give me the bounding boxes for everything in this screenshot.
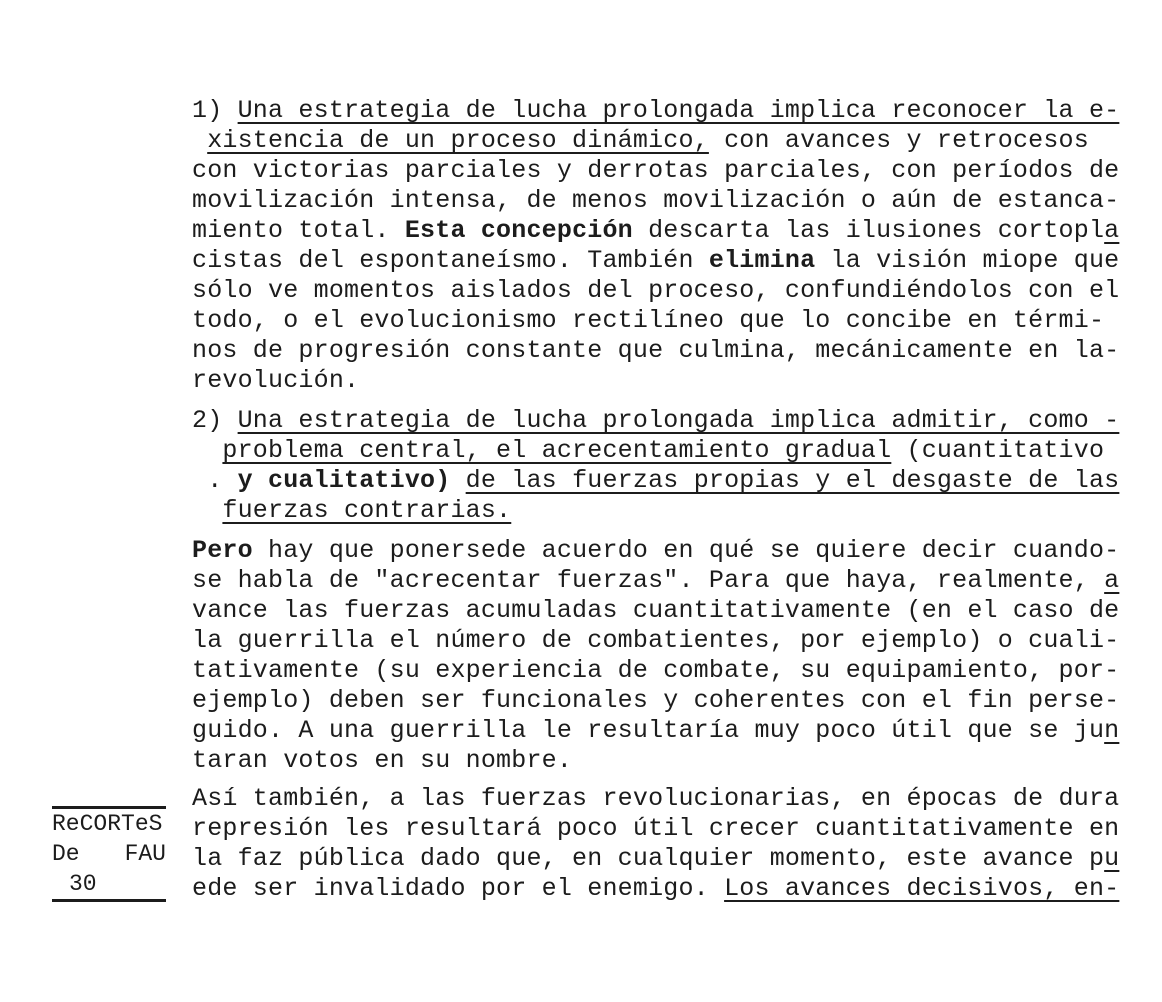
text-segment: ede ser invalidado por el enemigo.: [192, 874, 725, 903]
text-segment: [192, 126, 207, 155]
text-line: [192, 276, 1119, 306]
text-segment: .: [192, 466, 238, 495]
underlined-text-segment: u: [1104, 844, 1120, 873]
text-segment: [450, 466, 465, 495]
text-line: [192, 156, 1119, 186]
text-segment: con victorias parciales y derrotas parciales, con períodos de: [192, 156, 1120, 185]
paragraph-4: [192, 784, 1119, 904]
margin-note-issue-number: 30: [52, 869, 166, 902]
text-line: [192, 536, 1119, 566]
text-segment: y cualitativo): [237, 466, 451, 495]
text-line: [192, 686, 1119, 716]
text-line: [192, 436, 1119, 466]
text-line: [192, 716, 1119, 746]
text-segment: movilización intensa, de menos movilización o aún de estanca-: [192, 186, 1120, 215]
text-line: [192, 874, 1119, 904]
text-segment: Esta concepción: [404, 216, 633, 245]
text-segment: tativamente (su experiencia de combate, su equipamiento, por-: [192, 656, 1120, 685]
text-segment: cistas del espontaneísmo. También: [192, 246, 709, 275]
text-segment: hay que ponersede acuerdo en qué se quiere decir cuando-: [252, 536, 1120, 565]
text-segment: la faz pública dado que, en cualquier momento, este avance p: [192, 844, 1105, 873]
text-segment: la guerrilla el número de combatientes, por ejemplo) o cuali-: [192, 626, 1120, 655]
underlined-text-segment: xistencia de un proceso dinámico,: [207, 126, 709, 155]
text-line: [192, 366, 1119, 396]
text-line: [192, 844, 1119, 874]
text-segment: nos de progresión constante que culmina, mecánicamente en la-: [192, 336, 1120, 365]
underlined-text-segment: a: [1104, 566, 1120, 595]
underlined-text-segment: n: [1104, 716, 1120, 745]
text-segment: Así también, a las fuerzas revolucionarias, en épocas de dura: [192, 784, 1120, 813]
text-segment: elimina: [708, 246, 816, 275]
text-segment: Pero: [192, 536, 253, 565]
text-line: [192, 186, 1119, 216]
text-line: [192, 784, 1119, 814]
underlined-text-segment: de las fuerzas propias y el desgaste de las: [465, 466, 1120, 495]
margin-note-publisher: [52, 839, 166, 869]
list-item-1: [192, 96, 1119, 396]
text-line: [192, 746, 1119, 776]
text-segment: todo, o el evolucionismo rectilíneo que lo concibe en térmi-: [192, 306, 1105, 335]
text-segment: ejemplo) deben ser funcionales y coherentes con el fin perse-: [192, 686, 1120, 715]
text-segment: [192, 496, 222, 525]
underlined-text-segment: Los avances decisivos, en-: [724, 874, 1120, 903]
text-segment: revolución.: [192, 366, 360, 395]
margin-note-publisher-fau: FAU: [124, 841, 166, 867]
text-segment: miento total.: [192, 216, 405, 245]
text-line: [192, 126, 1119, 156]
text-line: [192, 406, 1119, 436]
text-segment: 1): [192, 96, 238, 125]
text-segment: taran votos en su nombre.: [192, 746, 573, 775]
text-segment: descarta las ilusiones cortopl: [632, 216, 1105, 245]
text-segment: represión les resultará poco útil crecer cuantitativamente en: [192, 814, 1120, 843]
text-line: [192, 306, 1119, 336]
text-line: [192, 216, 1119, 246]
text-line: [192, 496, 1119, 526]
text-line: [192, 466, 1119, 496]
margin-note-publisher-de: De: [52, 841, 80, 867]
list-item-2: [192, 406, 1119, 526]
text-segment: sólo ve momentos aislados del proceso, confundiéndolos con el: [192, 276, 1120, 305]
text-line: [192, 814, 1119, 844]
text-segment: se habla de "acrecentar fuerzas". Para que haya, realmente,: [192, 566, 1105, 595]
text-line: [192, 656, 1119, 686]
underlined-text-segment: a: [1104, 216, 1120, 245]
text-segment: con avances y retrocesos: [708, 126, 1089, 155]
text-segment: vance las fuerzas acumuladas cuantitativamente (en el caso de: [192, 596, 1120, 625]
text-line: [192, 336, 1119, 366]
underlined-text-segment: Una estrategia de lucha prolongada implica reconocer la e-: [237, 96, 1120, 125]
margin-note: [52, 806, 166, 902]
text-line: [192, 626, 1119, 656]
text-segment: guido. A una guerrilla le resultaría muy poco útil que se ju: [192, 716, 1105, 745]
text-line: [192, 566, 1119, 596]
text-segment: [192, 436, 222, 465]
underlined-text-segment: fuerzas contrarias.: [222, 496, 512, 525]
text-line: [192, 596, 1119, 626]
text-line: [192, 246, 1119, 276]
margin-note-title: ReCORTeS: [52, 811, 163, 837]
underlined-text-segment: problema central, el acrecentamiento gradual: [222, 436, 892, 465]
text-segment: 2): [192, 406, 238, 435]
text-segment: (cuantitativo: [891, 436, 1105, 465]
underlined-text-segment: Una estrategia de lucha prolongada implica admitir, como -: [237, 406, 1120, 435]
text-line: [192, 96, 1119, 126]
paragraph-3: [192, 536, 1119, 776]
text-segment: la visión miope que: [815, 246, 1120, 275]
